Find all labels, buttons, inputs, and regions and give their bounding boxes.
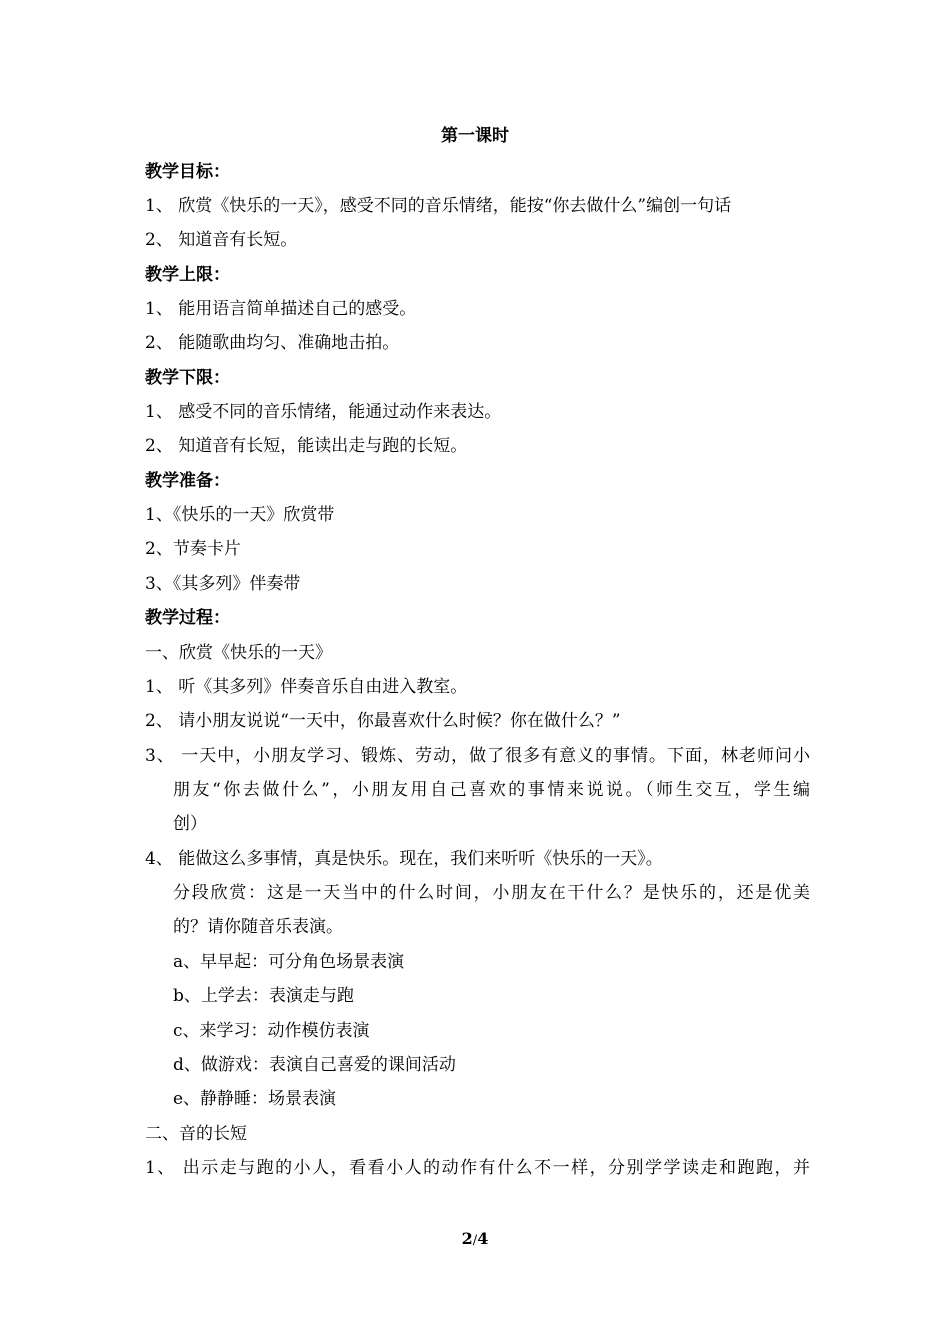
upper-limit-item: 2、 能随歌曲均匀、准确地击拍。 — [145, 333, 400, 353]
lower-limit-item: 2、 知道音有长短，能读出走与跑的长短。 — [145, 436, 468, 456]
process-part1-title: 一、欣赏《快乐的一天》 — [145, 643, 332, 663]
preparation-item: 1、《快乐的一天》欣赏带 — [145, 505, 335, 525]
process-item: 3、 一天中，小朋友学习、锻炼、劳动，做了很多有意义的事情。下面，林老师问小 — [145, 746, 810, 766]
goal-item: 1、 欣赏《快乐的一天》，感受不同的音乐情绪，能按“你去做什么”编创一句话 — [145, 196, 732, 216]
preparation-item: 3、《其多列》伴奏带 — [145, 574, 301, 594]
process-subtext: 分段欣赏：这是一天当中的什么时间，小朋友在干什么？是快乐的，还是优美 — [173, 883, 810, 903]
preparation-item: 2、节奏卡片 — [145, 539, 241, 559]
process-item-continuation: 创） — [173, 814, 207, 834]
lower-limit-heading: 教学下限： — [145, 368, 230, 388]
process-part2-title: 二、音的长短 — [145, 1124, 247, 1144]
segment-item: d、做游戏：表演自己喜爱的课间活动 — [173, 1055, 456, 1075]
upper-limit-heading: 教学上限： — [145, 265, 230, 285]
process-item-continuation: 朋友“你去做什么”，小朋友用自己喜欢的事情来说说。（师生交互，学生编 — [173, 780, 810, 800]
goal-item: 2、 知道音有长短。 — [145, 230, 298, 250]
lesson-title: 第一课时 — [441, 126, 509, 146]
current-page: 2 — [461, 1229, 473, 1248]
segment-item: c、来学习：动作模仿表演 — [173, 1021, 370, 1041]
page-number — [0, 1228, 950, 1252]
segment-item: e、静静睡：场景表演 — [173, 1089, 337, 1109]
process-item: 1、 出示走与跑的小人，看看小人的动作有什么不一样，分别学学读走和跑跑，并 — [145, 1158, 810, 1178]
preparation-heading: 教学准备： — [145, 471, 230, 491]
goals-heading: 教学目标： — [145, 162, 230, 182]
upper-limit-item: 1、 能用语言简单描述自己的感受。 — [145, 299, 417, 319]
process-item: 4、 能做这么多事情，真是快乐。现在，我们来听听《快乐的一天》。 — [145, 849, 663, 869]
segment-item: a、早早起：可分角色场景表演 — [173, 952, 405, 972]
process-subtext: 的？请你随音乐表演。 — [173, 917, 343, 937]
page-separator: / — [472, 1233, 478, 1248]
process-heading: 教学过程： — [145, 608, 230, 628]
lower-limit-item: 1、 感受不同的音乐情绪，能通过动作来表达。 — [145, 402, 502, 422]
process-item: 1、 听《其多列》伴奏音乐自由进入教室。 — [145, 677, 468, 697]
total-pages: 4 — [477, 1229, 489, 1248]
process-item: 2、 请小朋友说说“一天中，你最喜欢什么时候？你在做什么？” — [145, 711, 621, 731]
segment-item: b、上学去：表演走与跑 — [173, 986, 354, 1006]
